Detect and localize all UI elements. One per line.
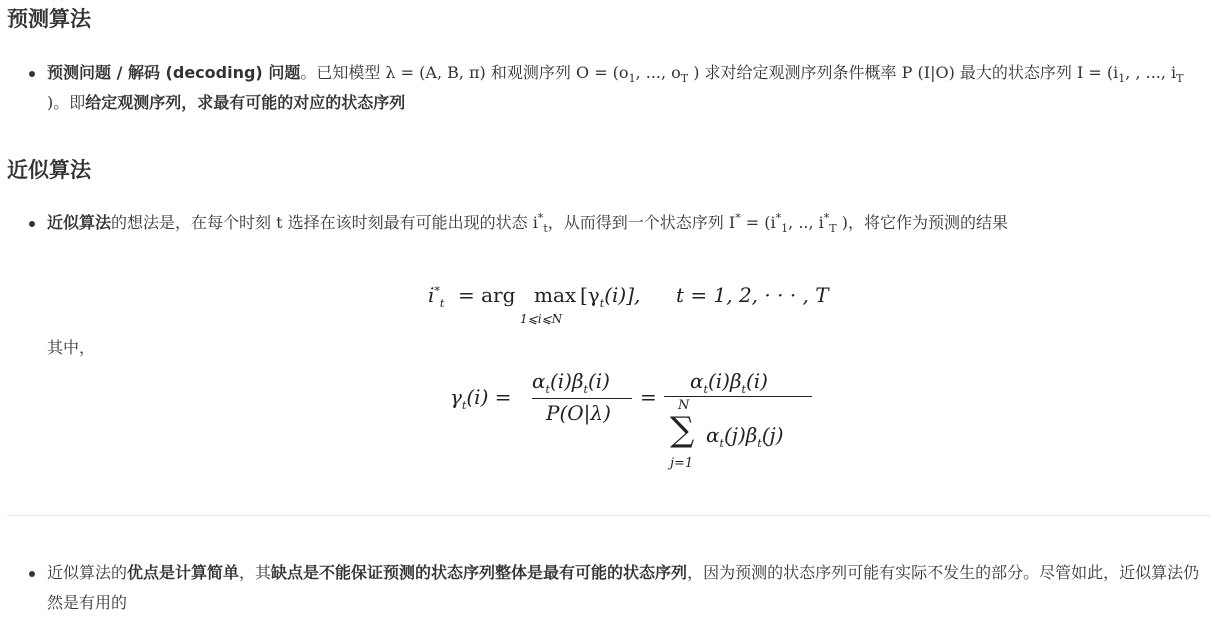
equation-gamma — [450, 365, 830, 480]
math-model: λ = (A, B, π) — [385, 63, 486, 82]
list-item-approximation-idea — [47, 208, 1209, 238]
eq2-sum-bottom: j=1 — [670, 456, 694, 471]
horizontal-divider — [7, 515, 1210, 516]
text: 最大的状态序列 — [954, 63, 1078, 82]
eq1-under: 1⩽i⩽N — [520, 312, 563, 326]
eq2-sum-sign: ∑ — [670, 410, 695, 450]
bold-lead: 预测问题 / 解码 (decoding) 问题 — [47, 63, 301, 82]
text: ，因为预测的状态序列可能有实际不发生的部分。尽管如此，近似算法仍然是有用的 — [47, 563, 1200, 612]
list-item-pros-cons — [47, 558, 1209, 618]
eq1-max: max — [534, 283, 577, 307]
math-state-seq-star: $I^* = (i^*_1$, .., $i^*_T$ ) — [728, 211, 848, 236]
bold-con: 缺点是不能保证预测的状态序列整体是最有可能的状态序列 — [271, 563, 688, 582]
text: 。即 — [53, 93, 86, 112]
section-title-approximation: 近似算法 — [7, 158, 91, 182]
eq2-eq: = — [640, 385, 657, 409]
text: 和观测序列 — [485, 63, 576, 82]
eq1-eq: = arg — [458, 283, 516, 307]
eq2-sum-top: N — [678, 398, 690, 413]
text: ，其 — [239, 563, 272, 582]
text: 求对给定观测序列条件概率 — [699, 63, 902, 82]
eq2-den1: P(O|λ) — [546, 401, 611, 425]
bold-lead: 近似算法 — [47, 213, 112, 232]
text: 近似算法的 — [47, 563, 128, 582]
eq2-den2: $\alpha_t(j)\beta_t(j)$ — [706, 423, 784, 450]
eq2-frac-line-2 — [664, 396, 812, 397]
list-item-prediction-problem — [47, 58, 1209, 118]
section-title-prediction: 预测算法 — [7, 7, 91, 31]
text: 的想法是，在每个时刻 — [111, 213, 277, 232]
math-observation-seq: $O = (o_1$, ..., $o_T$ ) — [575, 63, 700, 86]
math-state: $i^*_t$ — [532, 211, 548, 236]
text: ，从而得到一个状态序列 — [547, 213, 729, 232]
eq1-lhs: $i^*_t$ — [428, 283, 445, 310]
equation-argmax — [428, 281, 848, 325]
where-text: 其中， — [47, 338, 96, 357]
text: 。已知模型 — [300, 63, 386, 82]
text: 选择在该时刻最有可能出现的状态 — [282, 213, 533, 232]
math-t: t — [276, 213, 283, 232]
eq2-num2: $\alpha_t(i)\beta_t(i)$ — [690, 369, 768, 396]
math-prob: P (I|O) — [901, 63, 955, 82]
eq2-num1: $\alpha_t(i)\beta_t(i)$ — [532, 369, 610, 396]
bold-tail: 给定观测序列，求最有可能的对应的状态序列 — [85, 93, 406, 112]
math-state-seq: $I = (i_1$, , ..., $i_T$ ) — [47, 63, 1184, 112]
eq1-body: $[\gamma_t(i)]$, — [580, 283, 641, 310]
bold-pro: 优点是计算简单 — [127, 563, 240, 582]
eq1-condition: t = 1, 2, · · · , T — [676, 283, 829, 307]
text: ，将它作为预测的结果 — [847, 213, 1008, 232]
eq2-lhs: $\gamma_t(i)$ = — [450, 385, 512, 412]
